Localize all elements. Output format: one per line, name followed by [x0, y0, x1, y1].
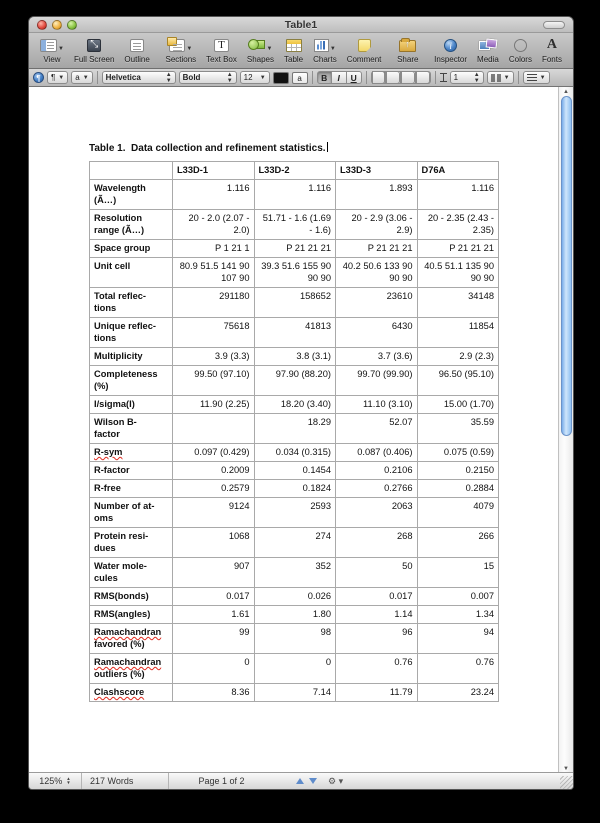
row-label-line: Ramachandran	[94, 657, 162, 667]
format-bar	[29, 69, 573, 87]
previous-page-button[interactable]	[296, 778, 304, 784]
cell-value[interactable]: 18.20 (3.40)	[254, 396, 336, 414]
zoom-stepper-icon: ▲ ▼	[66, 776, 71, 785]
row-label-line: Protein resi-	[94, 531, 149, 541]
row-label	[90, 210, 173, 240]
table-row	[90, 414, 499, 444]
cell-value[interactable]	[173, 414, 255, 444]
row-label-line: Multiplicity	[94, 351, 143, 361]
row-label-line: factor	[94, 429, 120, 439]
cell-value[interactable]: 0	[173, 654, 255, 684]
cell-value[interactable]: 94	[417, 624, 499, 654]
row-label	[90, 318, 173, 348]
row-label	[90, 240, 173, 258]
document-title: Table 1. Data collection and refinement statistics.	[89, 143, 326, 154]
page	[89, 142, 499, 702]
table-row	[90, 258, 499, 288]
cell-value[interactable]: 20 - 2.35 (2.43 - 2.35)	[417, 210, 499, 240]
cell-value[interactable]: 18.29	[254, 414, 336, 444]
cell-value[interactable]: 352	[254, 558, 336, 588]
table-header-row	[90, 162, 499, 180]
zoom-control[interactable]	[29, 776, 81, 786]
media-icon	[479, 39, 497, 52]
table-icon	[286, 39, 302, 52]
cell-value[interactable]: 3.9 (3.3)	[173, 348, 255, 366]
row-label	[90, 414, 173, 444]
row-label	[90, 480, 173, 498]
zoom-level: 125%	[39, 776, 63, 786]
row-label-line: Ramachandran	[94, 627, 162, 637]
cell-value[interactable]: 4079	[417, 498, 499, 528]
cell-value[interactable]: P 21 21 21	[417, 240, 499, 258]
bold-button[interactable]: B	[317, 71, 332, 84]
media-button[interactable]: Media	[472, 36, 504, 64]
cell-value[interactable]: 1.116	[173, 180, 255, 210]
share-icon	[399, 40, 416, 52]
cell-value[interactable]: 8.36	[173, 684, 255, 702]
row-label-line: Total reflec-	[94, 291, 147, 301]
inspector-icon: i	[444, 39, 457, 52]
charts-button[interactable]: ▼ Charts	[308, 36, 342, 64]
cell-value[interactable]: 0.007	[417, 588, 499, 606]
cell-value[interactable]: 11.90 (2.25)	[173, 396, 255, 414]
table-row	[90, 558, 499, 588]
cell-value[interactable]: 41813	[254, 318, 336, 348]
chevron-down-icon: ▼	[58, 46, 64, 52]
row-label	[90, 528, 173, 558]
cell-value[interactable]: 15.00 (1.70)	[417, 396, 499, 414]
row-label-line: RMS(angles)	[94, 609, 151, 619]
align-right-icon	[401, 71, 415, 84]
text-box-icon: T	[214, 39, 229, 52]
table-row	[90, 180, 499, 210]
table-row	[90, 348, 499, 366]
row-label	[90, 498, 173, 528]
table-row	[90, 318, 499, 348]
cell-value[interactable]: 96.50 (95.10)	[417, 366, 499, 396]
cell-value[interactable]: 3.7 (3.6)	[336, 348, 418, 366]
align-left-icon	[372, 71, 385, 84]
paragraph-nav-button[interactable]: ¶	[33, 72, 44, 83]
table-row	[90, 444, 499, 462]
view-button[interactable]: ▼ View	[35, 36, 69, 64]
outline-icon	[130, 39, 144, 52]
paragraph-style-dropdown[interactable]: ¶ ▼	[47, 71, 68, 84]
line-spacing-icon	[440, 73, 447, 82]
row-label	[90, 180, 173, 210]
scroll-down-arrow-icon[interactable]: ▼	[563, 766, 569, 772]
cell-value[interactable]: 1.34	[417, 606, 499, 624]
cell-value[interactable]: 274	[254, 528, 336, 558]
row-label-line: Wavelength	[94, 183, 146, 193]
chevron-down-icon: ▼	[329, 46, 336, 52]
title-bar[interactable]	[29, 17, 573, 33]
table-button[interactable]: Table	[279, 36, 308, 64]
cell-value[interactable]: 2593	[254, 498, 336, 528]
row-label-line: R-free	[94, 483, 121, 493]
document-canvas[interactable]	[29, 87, 573, 774]
cell-value[interactable]: P 21 21 21	[336, 240, 418, 258]
character-style-dropdown[interactable]: a ▼	[71, 71, 92, 84]
charts-icon	[314, 39, 329, 52]
align-left-button[interactable]	[371, 71, 386, 84]
align-justify-button[interactable]	[416, 71, 431, 84]
cell-value[interactable]: 1.61	[173, 606, 255, 624]
text-box-button[interactable]: T Text Box	[206, 38, 237, 64]
table-row	[90, 210, 499, 240]
cell-value[interactable]: 0.2884	[417, 480, 499, 498]
status-bar	[29, 772, 573, 789]
outline-button[interactable]: Outline	[119, 36, 154, 64]
table-row	[90, 462, 499, 480]
table-row	[90, 606, 499, 624]
cell-value[interactable]: 51.71 - 1.6 (1.69 - 1.6)	[254, 210, 336, 240]
cell-value[interactable]: 11.79	[336, 684, 418, 702]
row-label	[90, 348, 173, 366]
cell-value[interactable]: 15	[417, 558, 499, 588]
row-label-line: R-sym	[94, 447, 123, 457]
cell-value[interactable]: 1.116	[417, 180, 499, 210]
cell-value[interactable]: 2.9 (2.3)	[417, 348, 499, 366]
cell-value[interactable]: 1.116	[254, 180, 336, 210]
chevron-down-icon: ▼	[82, 74, 89, 81]
columns-dropdown[interactable]	[487, 71, 514, 84]
cell-value[interactable]: 40.2 50.6 133 90 90 90	[336, 258, 418, 288]
page-indicator: Page 1 of 2	[198, 776, 245, 786]
row-label-line: (Ã…)	[94, 195, 117, 205]
align-center-button[interactable]	[386, 71, 401, 84]
line-spacing-stepper[interactable]: 1 ▲ ▼	[450, 71, 484, 84]
alignment-buttons	[371, 71, 431, 84]
row-label-line: (%)	[94, 381, 109, 391]
table-row	[90, 288, 499, 318]
cell-value[interactable]: 1.80	[254, 606, 336, 624]
row-label-line: outliers (%)	[94, 669, 145, 679]
cell-value[interactable]: 23610	[336, 288, 418, 318]
cell-value[interactable]: 99	[173, 624, 255, 654]
cell-value[interactable]: 907	[173, 558, 255, 588]
cell-value[interactable]: 158652	[254, 288, 336, 318]
cell-value[interactable]: 20 - 2.0 (2.07 - 2.0)	[173, 210, 255, 240]
cell-value[interactable]: 1.14	[336, 606, 418, 624]
row-label-line: R-factor	[94, 465, 130, 475]
cell-value[interactable]: P 21 21 21	[254, 240, 336, 258]
table-row	[90, 684, 499, 702]
text-color-well[interactable]	[273, 72, 289, 84]
row-label-line: Water mole-	[94, 561, 147, 571]
row-label-line: RMS(bonds)	[94, 591, 149, 601]
cell-value[interactable]: 0.2766	[336, 480, 418, 498]
font-face-dropdown[interactable]: Bold ▲ ▼	[179, 71, 237, 84]
cell-value[interactable]: 23.24	[417, 684, 499, 702]
cell-value[interactable]: 6430	[336, 318, 418, 348]
cell-value[interactable]: 1.893	[336, 180, 418, 210]
style-buttons	[317, 71, 362, 84]
cell-value[interactable]: 0.76	[417, 654, 499, 684]
row-label	[90, 258, 173, 288]
comment-button[interactable]: Comment	[342, 36, 387, 64]
cell-value[interactable]: 0.097 (0.429)	[173, 444, 255, 462]
row-label-line: cules	[94, 573, 118, 583]
word-count: 217 Words	[90, 776, 134, 786]
updown-arrows-icon: ▲ ▼	[473, 71, 480, 84]
chevron-down-icon: ▼	[58, 74, 65, 81]
toolbar	[29, 33, 573, 69]
cell-value[interactable]: 75618	[173, 318, 255, 348]
cell-value[interactable]: 39.3 51.6 155 90 90 90	[254, 258, 336, 288]
fullscreen-icon	[87, 39, 101, 52]
column-header: D76A	[417, 162, 499, 180]
cell-value[interactable]: 0.2009	[173, 462, 255, 480]
cell-value[interactable]: 9124	[173, 498, 255, 528]
comment-icon	[358, 39, 371, 52]
cell-value[interactable]: 0.017	[336, 588, 418, 606]
shapes-icon	[248, 39, 265, 52]
cell-value[interactable]: 0.2150	[417, 462, 499, 480]
row-label-line: I/sigma(I)	[94, 399, 135, 409]
chevron-down-icon: ▼	[186, 46, 193, 52]
cell-value[interactable]: 0.1824	[254, 480, 336, 498]
cell-value[interactable]: 0.026	[254, 588, 336, 606]
cell-value[interactable]: 0.075 (0.59)	[417, 444, 499, 462]
row-label	[90, 684, 173, 702]
row-label	[90, 288, 173, 318]
cell-value[interactable]: 0.087 (0.406)	[336, 444, 418, 462]
color-wheel-icon	[514, 39, 527, 52]
font-size-dropdown[interactable]: 12 ▼	[240, 71, 270, 84]
row-label-line: Unique reflec-	[94, 321, 156, 331]
vertical-scrollbar[interactable]	[558, 87, 573, 774]
column-header: L33D-1	[173, 162, 255, 180]
background-color-well[interactable]: a	[292, 72, 308, 84]
cell-value[interactable]: 268	[336, 528, 418, 558]
cell-value[interactable]: 0.76	[336, 654, 418, 684]
align-right-button[interactable]	[401, 71, 416, 84]
shapes-button[interactable]: ▼ Shapes	[242, 36, 279, 64]
align-justify-icon	[416, 71, 430, 84]
share-button[interactable]: ↑ Share	[392, 36, 423, 64]
cell-value[interactable]: 20 - 2.9 (3.06 - 2.9)	[336, 210, 418, 240]
cell-value[interactable]: 99.50 (97.10)	[173, 366, 255, 396]
table-row	[90, 480, 499, 498]
row-label	[90, 588, 173, 606]
next-page-button[interactable]	[309, 778, 317, 784]
list-style-dropdown[interactable]	[523, 71, 550, 84]
scroll-up-arrow-icon[interactable]: ▲	[563, 89, 569, 95]
columns-icon	[491, 74, 501, 82]
updown-arrows-icon: ▲ ▼	[226, 71, 233, 84]
row-label-line: oms	[94, 513, 114, 523]
row-label	[90, 396, 173, 414]
cell-value[interactable]: 0.1454	[254, 462, 336, 480]
table-row	[90, 624, 499, 654]
cell-value[interactable]: 96	[336, 624, 418, 654]
resize-grip[interactable]	[560, 776, 573, 789]
table-row	[90, 528, 499, 558]
gear-icon[interactable]: ⚙ ▾	[328, 775, 344, 786]
cell-value[interactable]: 0.2106	[336, 462, 418, 480]
window-title: Table1	[284, 18, 318, 31]
row-label	[90, 606, 173, 624]
view-icon	[40, 39, 57, 52]
cell-value[interactable]: 0.034 (0.315)	[254, 444, 336, 462]
chevron-down-icon: ▼	[503, 74, 510, 81]
cell-value[interactable]: 40.5 51.1 135 90 90 90	[417, 258, 499, 288]
table-row	[90, 366, 499, 396]
cell-value[interactable]: P 1 21 1	[173, 240, 255, 258]
updown-arrows-icon: ▲ ▼	[165, 71, 172, 84]
chevron-down-icon: ▼	[266, 46, 273, 52]
pages-window	[28, 16, 574, 790]
sections-button[interactable]: ▼ Sections	[160, 36, 201, 64]
cell-value[interactable]: 1068	[173, 528, 255, 558]
table-row	[90, 240, 499, 258]
row-label	[90, 462, 173, 480]
row-label	[90, 558, 173, 588]
scrollbar-thumb[interactable]	[561, 96, 572, 436]
row-label-line: dues	[94, 543, 116, 553]
cell-value[interactable]: 7.14	[254, 684, 336, 702]
cell-value[interactable]: 35.59	[417, 414, 499, 444]
fonts-button[interactable]: A Fonts	[541, 37, 562, 64]
row-label-line: range (Ã…)	[94, 225, 145, 235]
column-header	[90, 162, 173, 180]
inspector-button[interactable]: i Inspector	[434, 40, 468, 64]
italic-button[interactable]: I	[332, 71, 347, 84]
cell-value[interactable]: 52.07	[336, 414, 418, 444]
table-row	[90, 396, 499, 414]
row-label	[90, 654, 173, 684]
table-row	[90, 654, 499, 684]
row-label-line: Resolution	[94, 213, 143, 223]
statistics-table[interactable]	[89, 161, 499, 702]
row-label-line: Number of at-	[94, 501, 155, 511]
row-label	[90, 624, 173, 654]
cell-value[interactable]: 11854	[417, 318, 499, 348]
row-label-line: tions	[94, 303, 117, 313]
row-label-line: Clashscore	[94, 687, 145, 697]
cell-value[interactable]: 291180	[173, 288, 255, 318]
row-label	[90, 366, 173, 396]
colors-button[interactable]: Colors	[504, 36, 537, 64]
cell-value[interactable]: 80.9 51.5 141 90 107 90	[173, 258, 255, 288]
row-label-line: Space group	[94, 243, 151, 253]
column-header: L33D-3	[336, 162, 418, 180]
align-center-icon	[386, 71, 400, 84]
row-label-line: Completeness	[94, 369, 158, 379]
table-row	[90, 498, 499, 528]
cell-value[interactable]: 50	[336, 558, 418, 588]
row-label-line: favored (%)	[94, 639, 145, 649]
chevron-down-icon: ▼	[539, 74, 546, 81]
row-label-line: Unit cell	[94, 261, 131, 271]
font-family-dropdown[interactable]: Helvetica ▲ ▼	[102, 71, 176, 84]
cell-value[interactable]: 0.017	[173, 588, 255, 606]
sections-icon	[169, 39, 185, 52]
chevron-down-icon: ▼	[259, 74, 266, 81]
cell-value[interactable]: 0.2579	[173, 480, 255, 498]
cell-value[interactable]: 2063	[336, 498, 418, 528]
cell-value[interactable]: 266	[417, 528, 499, 558]
cell-value[interactable]: 0	[254, 654, 336, 684]
cell-value[interactable]: 97.90 (88.20)	[254, 366, 336, 396]
row-label-line: Wilson B-	[94, 417, 137, 427]
fonts-icon: A	[546, 37, 558, 52]
toolbar-toggle-button[interactable]	[543, 21, 565, 29]
row-label	[90, 444, 173, 462]
column-header: L33D-2	[254, 162, 336, 180]
row-label-line: tions	[94, 333, 117, 343]
text-cursor	[327, 142, 328, 152]
full-screen-button[interactable]: ⤡ Full Screen	[69, 36, 119, 64]
cell-value[interactable]: 3.8 (3.1)	[254, 348, 336, 366]
cell-value[interactable]: 11.10 (3.10)	[336, 396, 418, 414]
cell-value[interactable]: 99.70 (99.90)	[336, 366, 418, 396]
cell-value[interactable]: 34148	[417, 288, 499, 318]
list-icon	[527, 74, 537, 82]
cell-value[interactable]: 98	[254, 624, 336, 654]
table-row	[90, 588, 499, 606]
underline-button[interactable]: U	[347, 71, 362, 84]
